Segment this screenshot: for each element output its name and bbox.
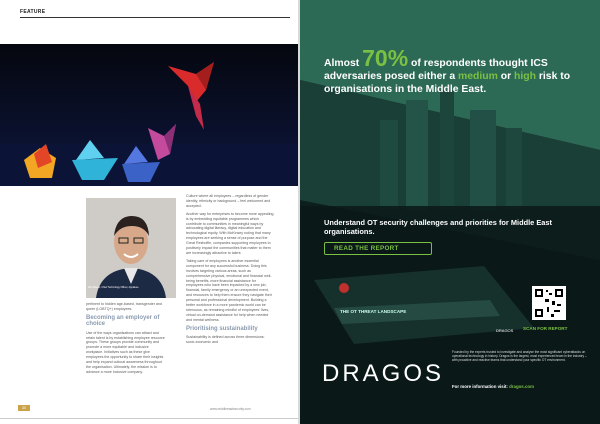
- read-report-label[interactable]: READ THE REPORT: [334, 245, 399, 252]
- report-brand: DRAGOS: [496, 328, 514, 333]
- headline-pre: Almost: [324, 58, 360, 69]
- dragos-advert: [300, 0, 600, 424]
- dragos-url[interactable]: [452, 384, 534, 389]
- headline-percent: 70%: [362, 45, 409, 71]
- col1-paragraph: Use of the ways organisations can attract and retain talent is by establishing employee resource groups. These groups provide community and promote a more equitable and inclusive workplace. Initiatives such as these give employees the opportunity to share their insights and help expand cultural awareness throughout the organisation. Ultimately, the mission is to advance a more inclusive company.: [86, 330, 165, 374]
- headline-post: of respondents thought ICS adversaries posed either a: [324, 58, 548, 82]
- col2-paragraph: Taking care of employees is another essential component for any successful business. Doing this involves targeting various areas, such as comprehensive physical, emotional and financial well-being benefits, more financial assistance for employees who have been impacted by a new job, financial, family emergency or an unexpected event, and resources to help them ensure they navigate their personal and professional development. Building a better workforce in a more pandemic world can be strenuous, as remaining mindful of employees' lives, virtual on-demand assistance for help when needed and mental wellness.: [186, 258, 272, 322]
- portrait-photo: [86, 198, 176, 298]
- headline-high: high: [514, 71, 536, 82]
- dragos-logo: DRAGOS: [322, 360, 445, 387]
- url-prefix: For more information visit:: [452, 384, 508, 389]
- dragos-blurb: Founded by the experts trusted to investigate and analyse the most significant cyberattacks on operational technology in history. Dragos is the largest, most experienced team in the industry – with proactive and reactive teams that understand your specific OT environment.: [452, 350, 587, 362]
- report-title: THE OT THREAT LANDSCAPE: [340, 309, 407, 314]
- url-link[interactable]: dragos.com: [509, 384, 534, 389]
- column-2: [186, 194, 274, 348]
- headline-end: risk to organisations in the Middle East.: [324, 71, 571, 95]
- section-label: FEATURE: [20, 9, 46, 15]
- header-rule: [20, 17, 290, 18]
- headline-or: or: [500, 71, 512, 82]
- col2-paragraph: Sustainability is defined across three dimensions: socio-economic and: [186, 335, 265, 344]
- scan-label: SCAN FOR REPORT: [523, 326, 568, 331]
- footer-rule: [0, 418, 298, 419]
- page-number: 30: [18, 405, 30, 411]
- qr-code[interactable]: [532, 286, 566, 320]
- footer-url: www.middleeastsecurity.com: [210, 407, 251, 411]
- column-1: [86, 302, 166, 378]
- ad-headline: [324, 45, 584, 96]
- origami-hero-image: [0, 44, 298, 186]
- col2-heading: Prioritising sustainability: [186, 325, 258, 332]
- headline-medium: medium: [458, 71, 498, 82]
- portrait-caption: Rob Mason, Chief Technology Officer, Applause: [88, 286, 139, 289]
- col2-paragraph: Another way for enterprises to become more appealing is by embedding equitable programmes which contribute to communities in meaningful ways by advocating digital literacy, digital education and technological equity. With McKinsey noting that many employees are seeking a sense of purpose and the Great Reshuffle, companies supporting employees to positively impact the communities that matter to them are increasingly attractive to talent.: [186, 211, 274, 255]
- col1-heading: Becoming an employer of choice: [86, 314, 160, 328]
- col1-paragraph: pertinent to hidden age-based, transgender and queer (LGBTQ+) employees.: [86, 302, 162, 311]
- col2-paragraph: Culture where all employees – regardless of gender identity, ethnicity or background – feel welcomed and accepted.: [186, 194, 271, 208]
- ad-subheadline: Understand OT security challenges and priorities for Middle East organisations.: [324, 218, 552, 236]
- left-page: [0, 0, 298, 424]
